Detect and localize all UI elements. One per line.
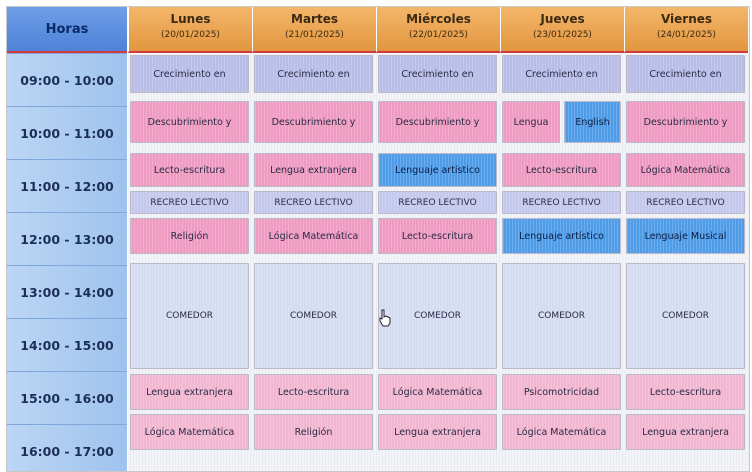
class-cell[interactable]: Descubrimiento y bbox=[254, 101, 373, 143]
time-slot: 13:00 - 14:00 bbox=[7, 265, 127, 319]
time-column bbox=[7, 53, 127, 472]
class-cell[interactable]: Religión bbox=[254, 414, 373, 450]
class-cell[interactable]: Descubrimiento y bbox=[378, 101, 497, 143]
day-header-jueves bbox=[500, 7, 624, 53]
recreo-cell[interactable]: RECREO LECTIVO bbox=[378, 191, 497, 214]
day-date: (21/01/2025) bbox=[285, 30, 344, 40]
class-cell[interactable]: Lógica Matemática bbox=[626, 153, 745, 187]
time-slot: 10:00 - 11:00 bbox=[7, 106, 127, 160]
day-header-martes bbox=[252, 7, 376, 53]
comedor-cell[interactable]: COMEDOR bbox=[130, 263, 249, 369]
comedor-cell[interactable]: COMEDOR bbox=[502, 263, 621, 369]
class-cell[interactable]: Lengua extranjera bbox=[130, 374, 249, 410]
class-cell[interactable]: Lecto-escritura bbox=[130, 153, 249, 187]
class-cell[interactable]: Lógica Matemática bbox=[378, 374, 497, 410]
class-cell[interactable]: Lógica Matemática bbox=[130, 414, 249, 450]
schedule-table bbox=[6, 6, 750, 472]
recreo-cell[interactable]: RECREO LECTIVO bbox=[254, 191, 373, 214]
time-slot: 14:00 - 15:00 bbox=[7, 318, 127, 372]
horas-header: Horas bbox=[7, 7, 127, 53]
class-cell[interactable]: Lecto-escritura bbox=[502, 153, 621, 187]
class-cell[interactable]: Lógica Matemática bbox=[502, 414, 621, 450]
day-name: Lunes bbox=[170, 12, 211, 26]
day-date: (24/01/2025) bbox=[657, 30, 716, 40]
day-date: (20/01/2025) bbox=[161, 30, 220, 40]
comedor-cell[interactable]: COMEDOR bbox=[378, 263, 497, 369]
schedule-grid bbox=[128, 53, 749, 472]
class-cell[interactable]: Lecto-escritura bbox=[254, 374, 373, 410]
class-cell[interactable]: Lenguaje artístico bbox=[502, 218, 621, 254]
class-cell[interactable]: Religión bbox=[130, 218, 249, 254]
day-name: Jueves bbox=[540, 12, 585, 26]
class-cell[interactable]: Lengua extranjera bbox=[626, 414, 745, 450]
class-cell[interactable]: Lógica Matemática bbox=[254, 218, 373, 254]
class-cell[interactable]: Lengua extranjera bbox=[254, 153, 373, 187]
class-cell[interactable]: Descubrimiento y bbox=[130, 101, 249, 143]
comedor-cell[interactable]: COMEDOR bbox=[254, 263, 373, 369]
recreo-cell[interactable]: RECREO LECTIVO bbox=[626, 191, 745, 214]
class-cell[interactable]: Crecimiento en bbox=[502, 55, 621, 93]
class-cell[interactable]: Descubrimiento y bbox=[626, 101, 745, 143]
class-cell[interactable]: Lenguaje artístico bbox=[378, 153, 497, 187]
time-slot: 09:00 - 10:00 bbox=[7, 53, 127, 107]
class-cell[interactable]: Lecto-escritura bbox=[626, 374, 745, 410]
time-slot: 12:00 - 13:00 bbox=[7, 212, 127, 266]
class-cell[interactable]: Crecimiento en bbox=[130, 55, 249, 93]
day-header-miercoles bbox=[376, 7, 500, 53]
day-date: (23/01/2025) bbox=[533, 30, 592, 40]
recreo-cell[interactable]: RECREO LECTIVO bbox=[502, 191, 621, 214]
time-slot: 11:00 - 12:00 bbox=[7, 159, 127, 213]
day-header-viernes bbox=[624, 7, 748, 53]
day-name: Miércoles bbox=[406, 12, 471, 26]
class-cell[interactable]: Psicomotricidad bbox=[502, 374, 621, 410]
class-cell[interactable]: Lengua extranjera bbox=[378, 414, 497, 450]
class-cell[interactable]: Lenguaje Musical bbox=[626, 218, 745, 254]
hand-cursor-icon bbox=[378, 309, 392, 327]
day-name: Viernes bbox=[660, 12, 713, 26]
time-slot: 15:00 - 16:00 bbox=[7, 371, 127, 425]
class-cell[interactable]: English bbox=[564, 101, 621, 143]
class-cell[interactable]: Crecimiento en bbox=[378, 55, 497, 93]
class-cell[interactable]: Lecto-escritura bbox=[378, 218, 497, 254]
class-cell[interactable]: Lengua bbox=[502, 101, 560, 143]
time-slot: 16:00 - 17:00 bbox=[7, 424, 127, 472]
day-name: Martes bbox=[291, 12, 338, 26]
day-date: (22/01/2025) bbox=[409, 30, 468, 40]
day-header-lunes bbox=[128, 7, 252, 53]
comedor-cell[interactable]: COMEDOR bbox=[626, 263, 745, 369]
class-cell[interactable]: Crecimiento en bbox=[254, 55, 373, 93]
class-cell[interactable]: Crecimiento en bbox=[626, 55, 745, 93]
recreo-cell[interactable]: RECREO LECTIVO bbox=[130, 191, 249, 214]
